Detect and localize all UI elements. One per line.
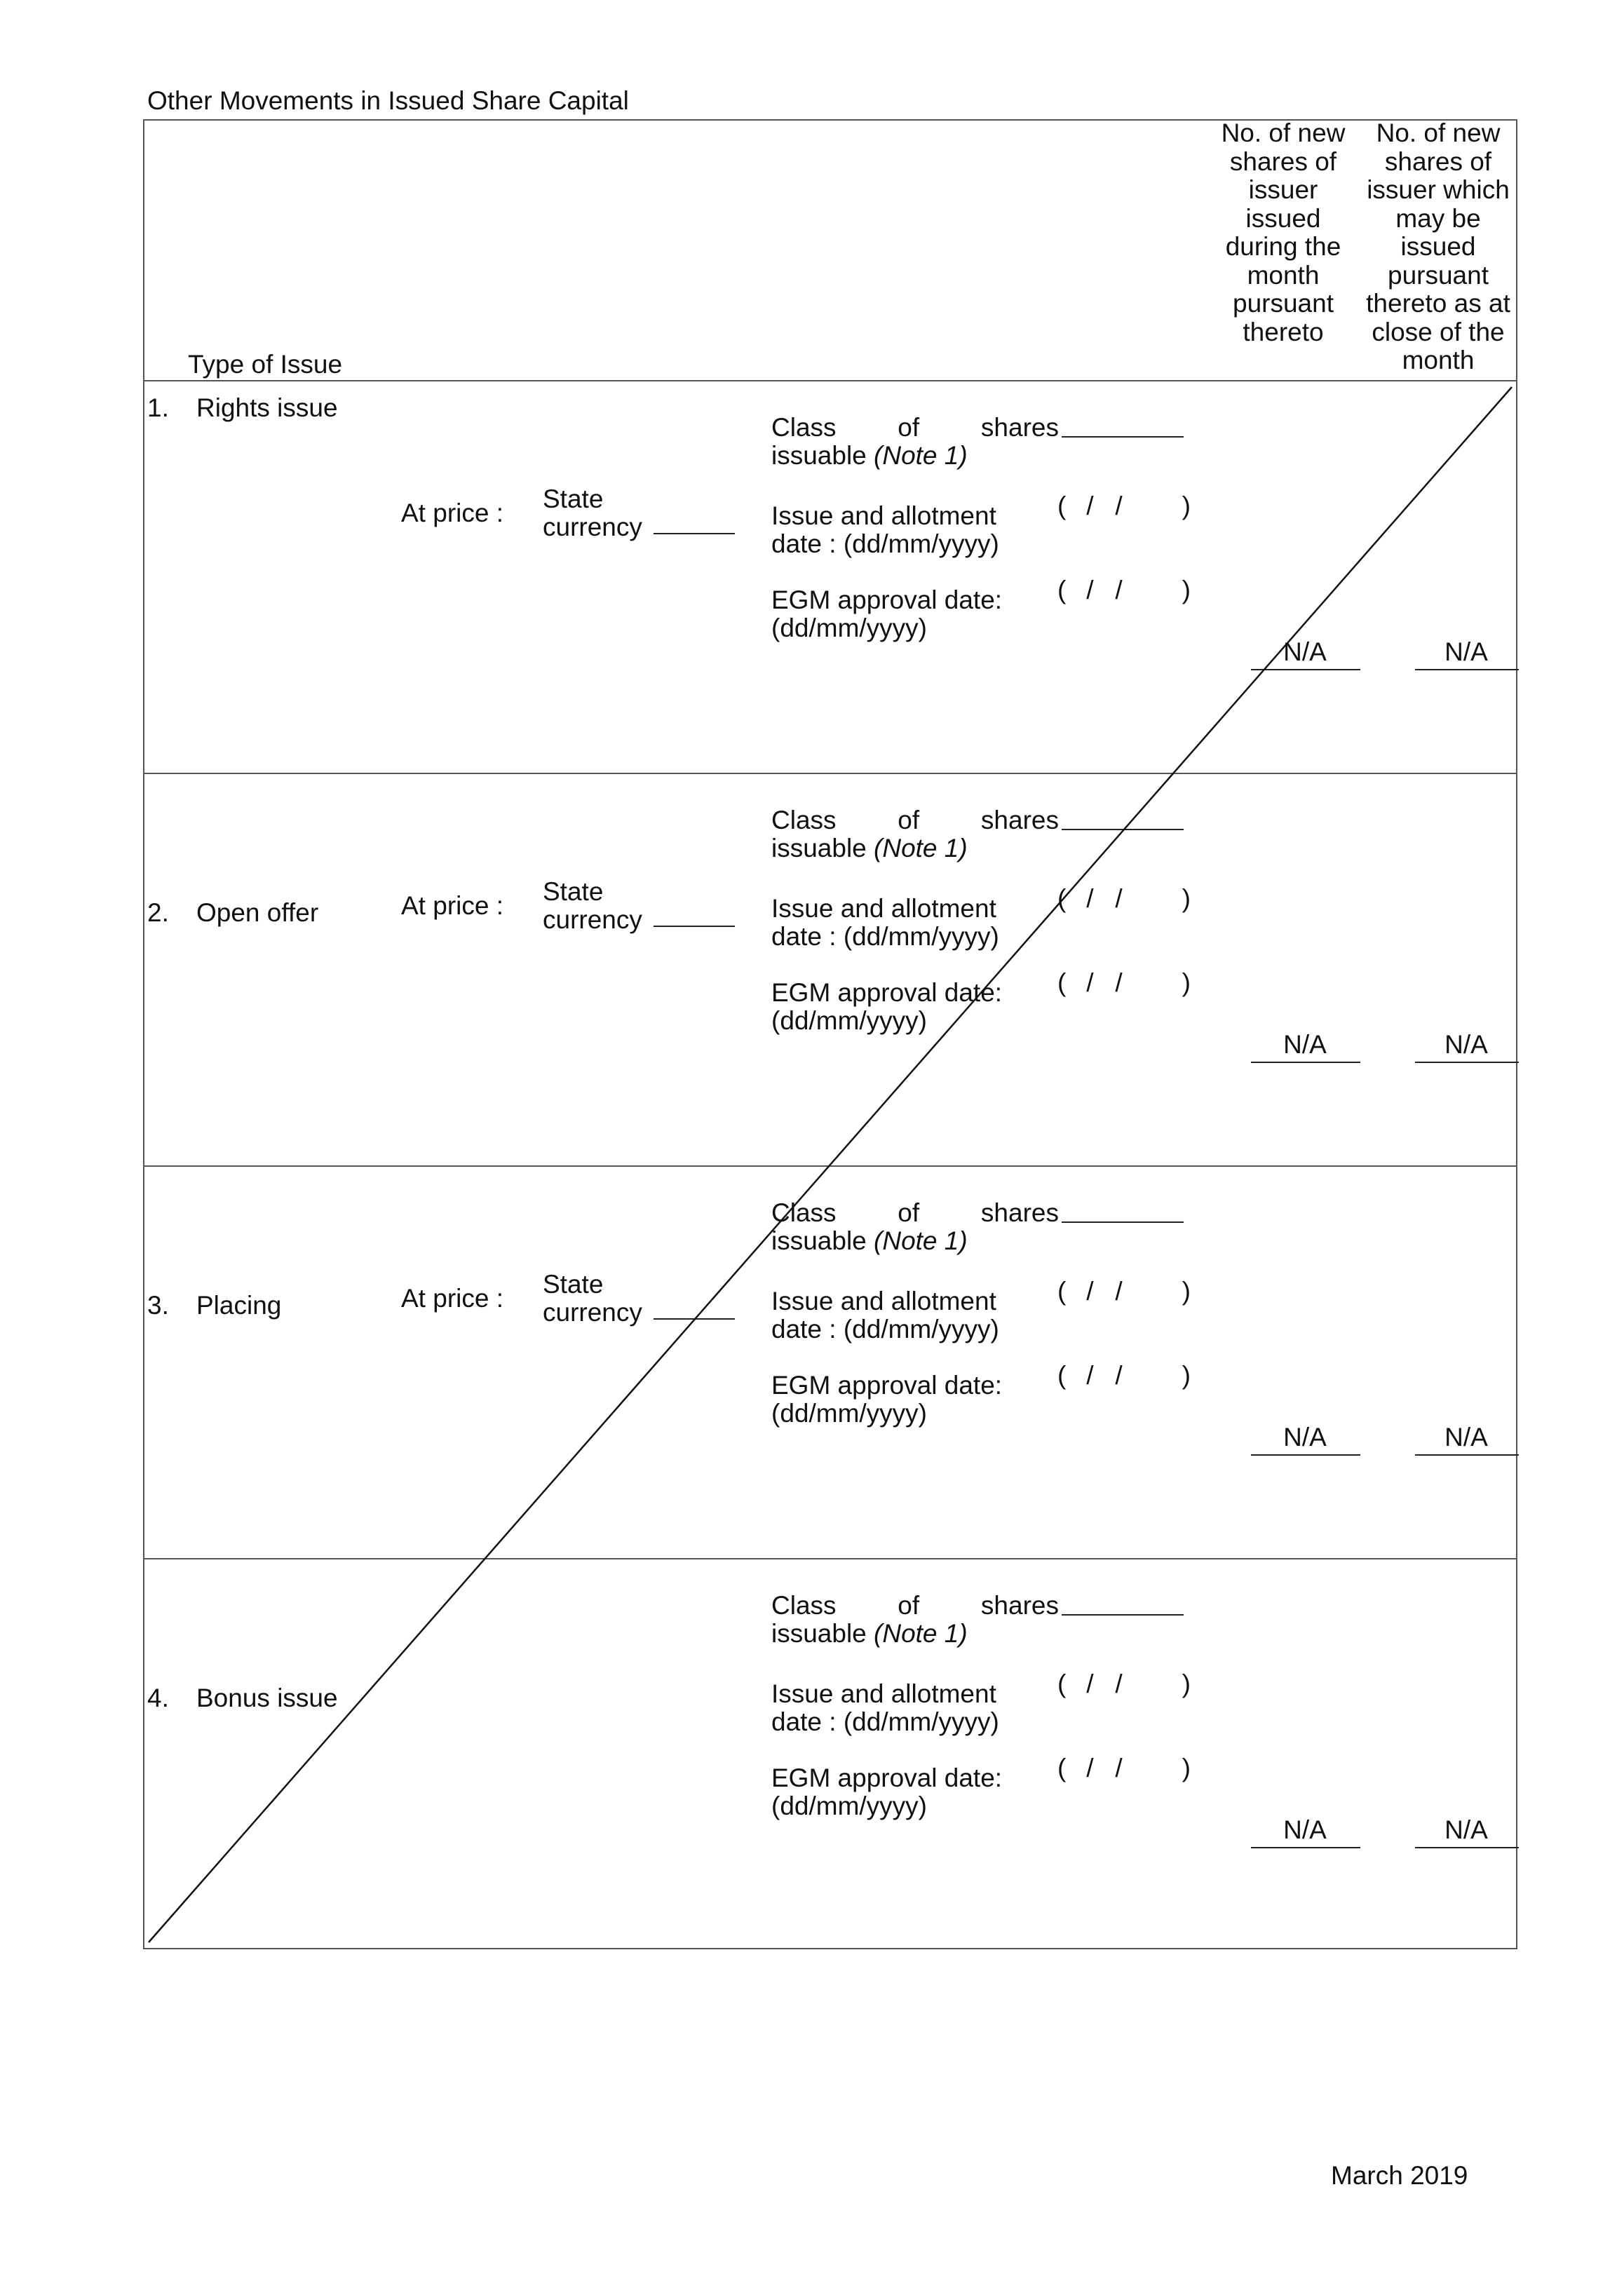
issue-date-label-1: Issue and allotment [771,501,996,530]
note-reference: (Note 1) [874,1619,968,1648]
at-price-label: At price : [401,499,503,527]
header-line: No. of new [1376,119,1501,147]
header-line: may be [1395,203,1481,233]
issuable-word: issuable [771,1226,874,1255]
issue-date-label-2: date : (dd/mm/yyyy) [771,1707,999,1736]
paren-open: ( [1057,1754,1067,1782]
issue-date-label-1: Issue and allotment [771,894,996,923]
header-line: close of the [1372,317,1505,346]
issue-type-name: Open offer [196,898,319,927]
na-may-be-issued: N/A [1444,1815,1488,1844]
note-reference: (Note 1) [874,1226,968,1255]
paren-close: ) [1182,1277,1191,1306]
paren-open: ( [1057,968,1067,997]
na-issued-during-month: N/A [1283,637,1327,666]
currency-label: currency [543,513,642,541]
shares-word: shares [980,1198,1059,1227]
issue-type-name: Placing [196,1291,282,1320]
shares-word: shares [980,1591,1059,1620]
egm-date-label-2: (dd/mm/yyyy) [771,1792,927,1820]
class-word: Class [771,1591,837,1620]
paren-close: ) [1182,576,1191,604]
header-line: month [1402,346,1475,374]
paren-close: ) [1182,1361,1191,1390]
na-may-be-issued: N/A [1444,637,1488,666]
header-line: during the [1225,232,1341,261]
na-may-be-issued: N/A [1444,1423,1488,1451]
row-number: 3. [147,1291,169,1320]
paren-open: ( [1057,576,1067,604]
state-label: State [543,1270,604,1299]
paren-close: ) [1182,1754,1191,1782]
header-line: shares of [1384,147,1492,176]
issue-date-label-1: Issue and allotment [771,1287,996,1315]
egm-date-label-2: (dd/mm/yyyy) [771,1399,927,1428]
header-line: issued [1245,203,1321,233]
row-number: 4. [147,1684,169,1712]
shares-word: shares [980,413,1059,442]
date-slashes: / / [1086,1277,1123,1306]
currency-label: currency [543,905,642,934]
na-issued-during-month: N/A [1283,1030,1327,1059]
na-issued-during-month: N/A [1283,1815,1327,1844]
egm-date-label-1: EGM approval date: [771,978,1003,1007]
footer-date: March 2019 [1331,2161,1468,2190]
na-may-be-issued: N/A [1444,1030,1488,1059]
type-of-issue-header: Type of Issue [188,350,343,379]
paren-close: ) [1182,1670,1191,1698]
of-word: of [898,1591,920,1620]
paren-close: ) [1182,884,1191,913]
class-word: Class [771,1198,837,1227]
header-line: thereto as at [1366,289,1510,318]
issue-date-label-1: Issue and allotment [771,1679,996,1708]
egm-date-label-2: (dd/mm/yyyy) [771,1006,927,1035]
date-slashes: / / [1086,1670,1123,1698]
paren-open: ( [1057,1361,1067,1390]
header-line: issuer [1248,175,1318,204]
state-label: State [543,485,604,513]
header-line: month [1247,260,1320,290]
currency-label: currency [543,1298,642,1327]
egm-date-label-2: (dd/mm/yyyy) [771,614,927,642]
issue-date-label-2: date : (dd/mm/yyyy) [771,529,999,558]
header-line: issuer which [1367,175,1510,204]
of-word: of [898,806,920,834]
header-line: thereto [1243,317,1324,346]
egm-date-label-1: EGM approval date: [771,1763,1003,1792]
paren-close: ) [1182,968,1191,997]
issuable-word: issuable [771,441,874,470]
class-word: Class [771,413,837,442]
date-slashes: / / [1086,968,1123,997]
note-reference: (Note 1) [874,441,968,470]
paren-open: ( [1057,1277,1067,1306]
issuable-word: issuable [771,1619,874,1648]
of-word: of [898,1198,920,1227]
paren-open: ( [1057,1670,1067,1698]
date-slashes: / / [1086,884,1123,913]
state-label: State [543,877,604,906]
class-word: Class [771,806,837,834]
date-slashes: / / [1086,576,1123,604]
egm-date-label-1: EGM approval date: [771,585,1003,614]
date-slashes: / / [1086,1361,1123,1390]
date-slashes: / / [1086,492,1123,520]
header-line: No. of new [1221,119,1346,147]
paren-close: ) [1182,492,1191,520]
of-word: of [898,413,920,442]
issuable-word: issuable [771,834,874,862]
egm-date-label-1: EGM approval date: [771,1371,1003,1400]
at-price-label: At price : [401,891,503,920]
issue-type-name: Rights issue [196,393,338,422]
issue-date-label-2: date : (dd/mm/yyyy) [771,922,999,951]
paren-open: ( [1057,492,1067,520]
shares-word: shares [980,806,1059,834]
header-line: shares of [1229,147,1337,176]
note-reference: (Note 1) [874,834,968,862]
at-price-label: At price : [401,1284,503,1313]
header-line: pursuant [1388,260,1489,290]
row-number: 1. [147,393,169,422]
paren-open: ( [1057,884,1067,913]
issue-type-name: Bonus issue [196,1684,338,1712]
na-issued-during-month: N/A [1283,1423,1327,1451]
row-number: 2. [147,898,169,927]
header-line: pursuant [1233,289,1334,318]
header-line: issued [1400,232,1476,261]
section-title: Other Movements in Issued Share Capital [147,86,629,115]
date-slashes: / / [1086,1754,1123,1782]
issue-date-label-2: date : (dd/mm/yyyy) [771,1315,999,1343]
